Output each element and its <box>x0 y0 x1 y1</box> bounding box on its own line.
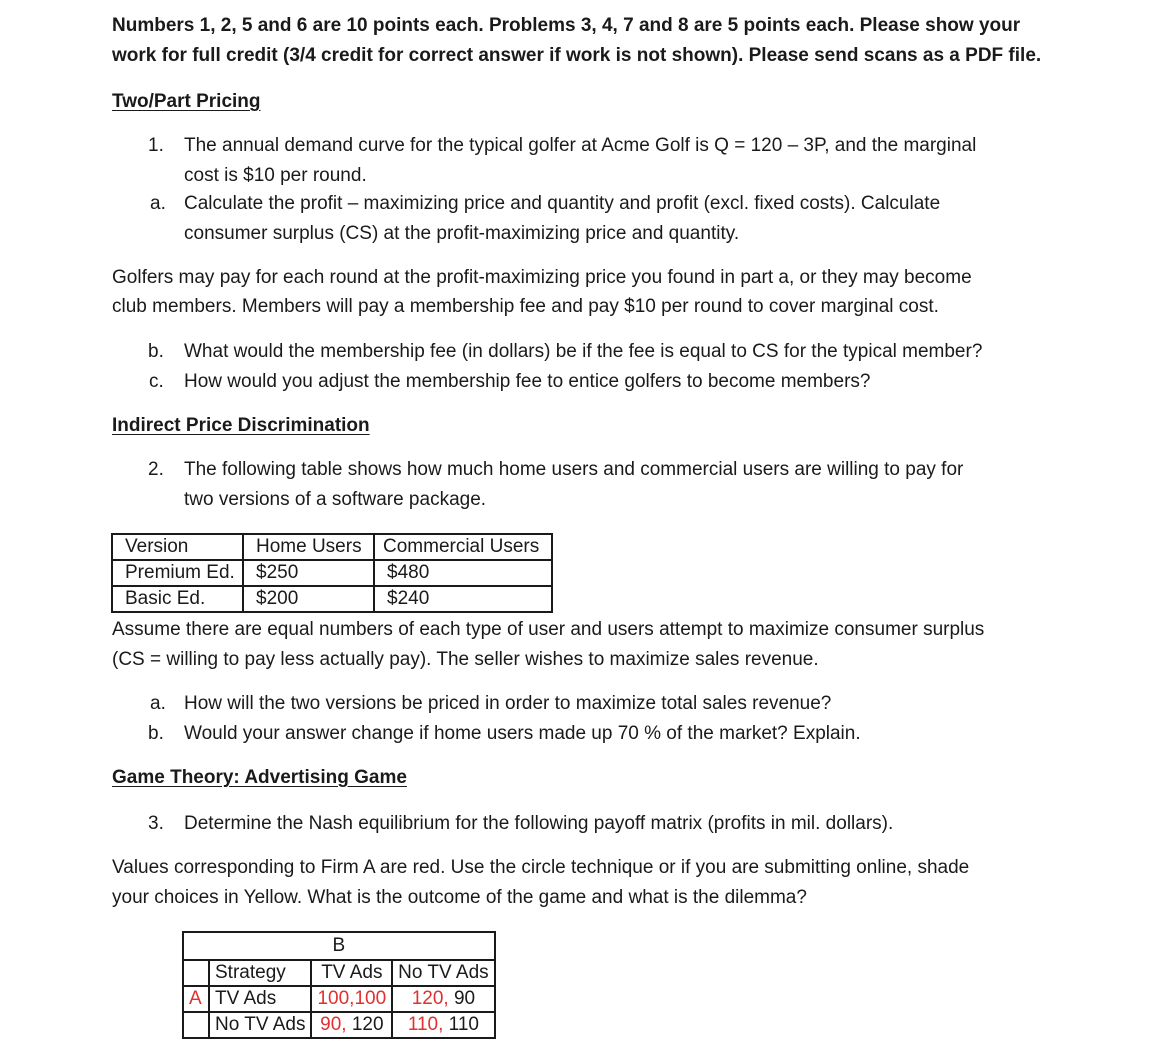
question-1c-letter: c. <box>149 371 164 392</box>
table-cell: Premium Ed. <box>112 560 243 586</box>
question-2-line-2: two versions of a software package. <box>184 489 487 510</box>
question-1-line-2: cost is $10 per round. <box>184 165 367 186</box>
golfers-paragraph-line-1: Golfers may pay for each round at the profit-maximizing price you found in part a, or they may become <box>112 267 972 288</box>
assume-paragraph-line-1: Assume there are equal numbers of each type of user and users attempt to maximize consumer surplus <box>112 619 985 640</box>
player-b-label: B <box>183 932 495 960</box>
table-cell: $240 <box>374 586 552 612</box>
player-a-label: A <box>183 986 209 1012</box>
payoff-empty-cell <box>183 960 209 986</box>
row-no-tv-ads-label: No TV Ads <box>209 1012 311 1038</box>
col-tv-ads-label: TV Ads <box>311 960 392 986</box>
payoff-strategy-row <box>183 960 495 986</box>
question-2-number: 2. <box>148 459 164 480</box>
question-2a-text: How will the two versions be priced in order to maximize total sales revenue? <box>184 693 832 714</box>
question-1a-line-2: consumer surplus (CS) at the profit-maximizing price and quantity. <box>184 223 740 244</box>
question-3-number: 3. <box>148 813 164 834</box>
payoff-firm-b: 110 <box>443 1014 479 1035</box>
question-3-text: Determine the Nash equilibrium for the following payoff matrix (profits in mil. dollars). <box>184 813 894 834</box>
payoff-firm-b: 100 <box>354 988 387 1009</box>
table-cell: $200 <box>243 586 374 612</box>
payoff-firm-b: 90 <box>448 988 476 1009</box>
question-2b-text: Would your answer change if home users made up 70 % of the market? Explain. <box>184 723 861 744</box>
table-row <box>112 560 552 586</box>
table-header-cell: Home Users <box>243 534 374 560</box>
payoff-matrix-table <box>182 931 496 1039</box>
payoff-cell <box>392 986 494 1012</box>
instructions-line-1: Numbers 1, 2, 5 and 6 are 10 points each. Problems 3, 4, 7 and 8 are 5 points each. Please show your <box>112 15 1021 36</box>
table-header-cell: Version <box>112 534 243 560</box>
row-tv-ads-label: TV Ads <box>209 986 311 1012</box>
question-2b-letter: b. <box>148 723 164 744</box>
section-title-two-part-pricing: Two/Part Pricing <box>112 91 261 112</box>
payoff-firm-b: 120 <box>346 1014 384 1035</box>
instructions-line-2: work for full credit (3/4 credit for correct answer if work is not shown). Please send scans as a PDF file. <box>112 45 1042 66</box>
payoff-cell <box>311 986 392 1012</box>
strategy-label: Strategy <box>209 960 311 986</box>
payoff-firm-a: 110, <box>407 1014 444 1035</box>
table-row <box>183 1012 495 1038</box>
col-no-tv-ads-label: No TV Ads <box>392 960 494 986</box>
question-1-number: 1. <box>148 135 164 156</box>
table-cell: $480 <box>374 560 552 586</box>
table-cell: Basic Ed. <box>112 586 243 612</box>
question-2a-letter: a. <box>150 693 166 714</box>
question-1b-text: What would the membership fee (in dollars) be if the fee is equal to CS for the typical member? <box>184 341 983 362</box>
software-price-table <box>111 533 553 613</box>
payoff-cell <box>392 1012 494 1038</box>
payoff-firm-a: 120, <box>411 988 449 1009</box>
table-header-cell: Commercial Users <box>374 534 552 560</box>
question-2-line-1: The following table shows how much home users and commercial users are willing to pay for <box>184 459 964 480</box>
question-1a-line-1: Calculate the profit – maximizing price and quantity and profit (excl. fixed costs). Calculate <box>184 193 941 214</box>
question-1a-letter: a. <box>150 193 166 214</box>
golfers-paragraph-line-2: club members. Members will pay a membership fee and pay $10 per round to cover marginal cost. <box>112 296 939 317</box>
question-1-line-1: The annual demand curve for the typical golfer at Acme Golf is Q = 120 – 3P, and the marginal <box>184 135 977 156</box>
section-title-indirect-price-discrimination: Indirect Price Discrimination <box>112 415 370 436</box>
table-cell: $250 <box>243 560 374 586</box>
table-header-row <box>112 534 552 560</box>
table-row <box>112 586 552 612</box>
payoff-firm-a: 100, <box>317 988 355 1009</box>
question-1b-letter: b. <box>148 341 164 362</box>
table-row <box>183 986 495 1012</box>
payoff-empty-cell <box>183 1012 209 1038</box>
payoff-header-row <box>183 932 495 960</box>
question-1c-text: How would you adjust the membership fee to entice golfers to become members? <box>184 371 871 392</box>
game-paragraph-line-1: Values corresponding to Firm A are red. Use the circle technique or if you are submitting online, shade <box>112 857 970 878</box>
game-paragraph-line-2: your choices in Yellow. What is the outcome of the game and what is the dilemma? <box>112 887 807 908</box>
payoff-firm-a: 90, <box>320 1014 347 1035</box>
payoff-cell <box>311 1012 392 1038</box>
section-title-game-theory: Game Theory: Advertising Game <box>112 767 407 788</box>
assume-paragraph-line-2: (CS = willing to pay less actually pay). The seller wishes to maximize sales revenue. <box>112 649 819 670</box>
